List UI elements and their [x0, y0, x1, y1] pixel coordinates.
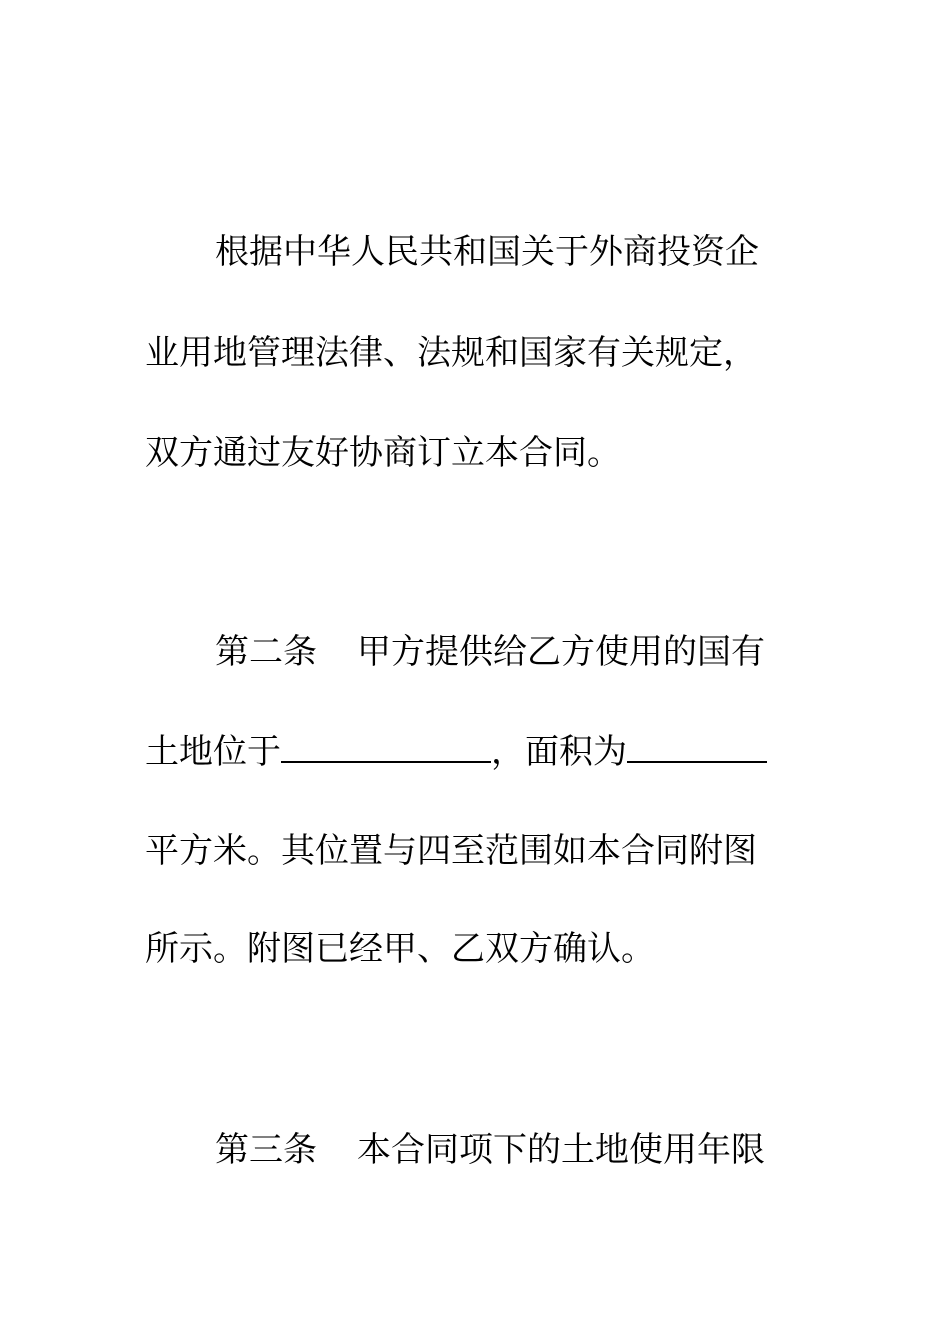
article2-line2	[145, 731, 777, 771]
article3-line1-text: 本合同项下的土地使用年限	[357, 1130, 765, 1170]
article3-heading: 第三条	[215, 1130, 317, 1170]
article2-line1-text: 甲方提供给乙方使用的国有	[357, 632, 765, 672]
article2-line1	[215, 632, 777, 672]
article2-line2-part1: 土地位于	[145, 732, 281, 771]
paragraph1-line1: 根据中华人民共和国关于外商投资企	[215, 232, 759, 272]
paragraph1-line2: 业用地管理法律、法规和国家有关规定，	[145, 333, 757, 373]
area-blank	[627, 731, 767, 763]
article2-line4: 所示。附图已经甲、乙双方确认。	[145, 929, 655, 969]
article2-line3: 平方米。其位置与四至范围如本合同附图	[145, 831, 757, 871]
article2-heading: 第二条	[215, 632, 317, 672]
paragraph1-line3: 双方通过友好协商订立本合同。	[145, 433, 621, 473]
article3-line1	[215, 1130, 777, 1170]
location-blank	[281, 731, 491, 763]
article2-line2-part2: ，面积为	[491, 732, 627, 771]
